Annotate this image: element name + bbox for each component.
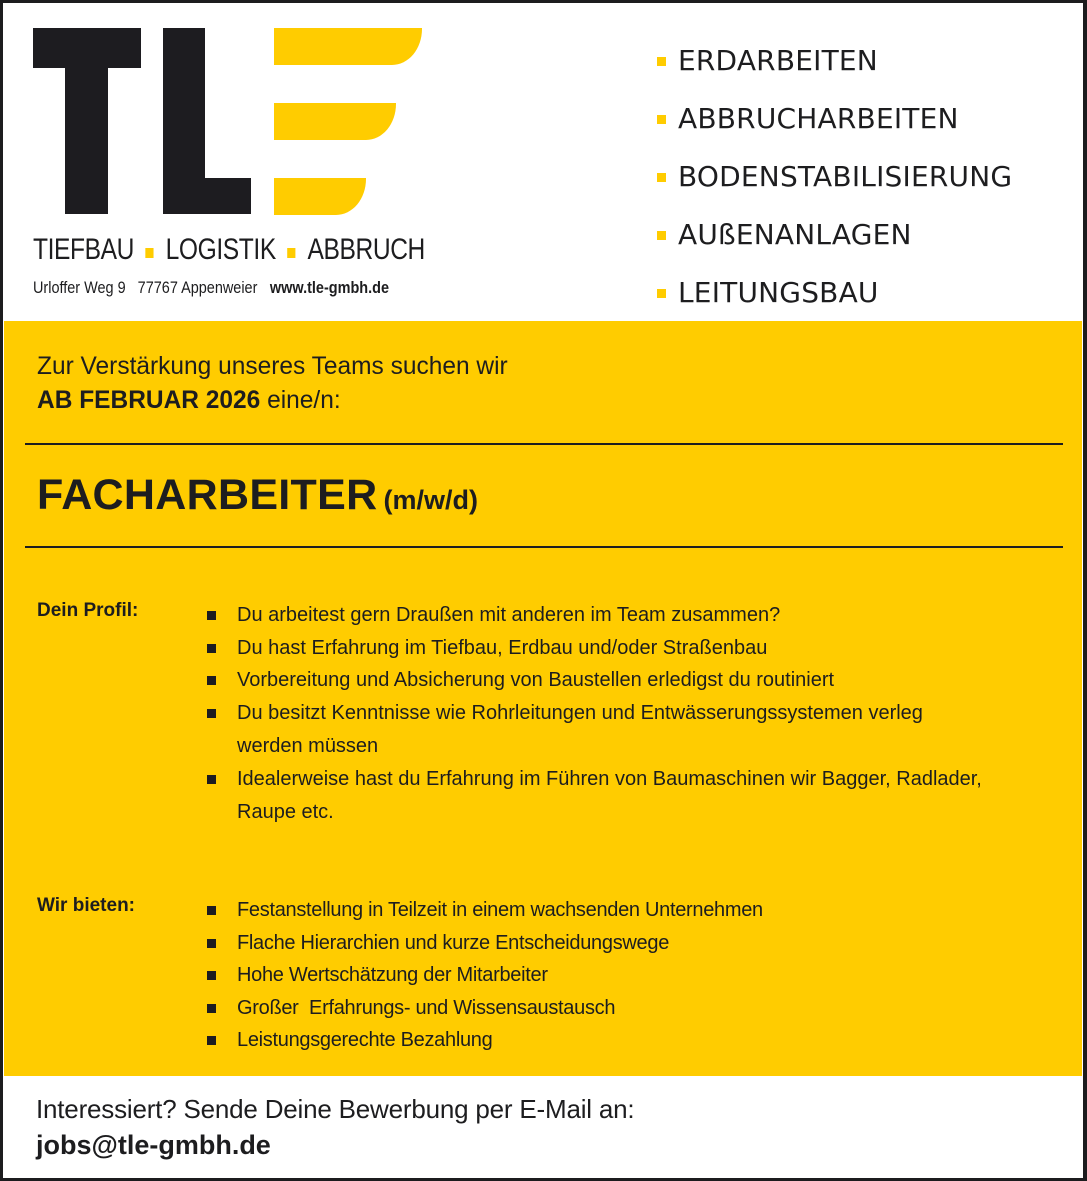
offer-item: [203, 894, 1003, 928]
service-item: [657, 31, 1012, 89]
yellow-square-icon: [657, 173, 666, 182]
logo-letter-e-bar-top: [274, 28, 422, 65]
start-date: AB FEBRUAR 2026: [37, 386, 261, 414]
profile-item: [203, 697, 993, 764]
profile-item: [203, 599, 1003, 633]
black-square-bullet-icon: [207, 1004, 216, 1013]
job-title-main: FACHARBEITER: [37, 471, 378, 519]
black-square-bullet-icon: [207, 939, 216, 948]
profile-item: [203, 664, 1003, 698]
black-square-bullet-icon: [207, 644, 216, 653]
black-square-bullet-icon: [207, 971, 216, 980]
divider-top: [25, 443, 1063, 445]
job-title-gender: (m/w/d): [383, 485, 478, 515]
service-label: AUßENANLAGEN: [678, 217, 912, 251]
offer-item-text: Festanstellung in Teilzeit in einem wachsenden Unternehmen: [237, 899, 763, 921]
cta-text: Interessiert? Sende Deine Bewerbung per E-Mail an:: [36, 1094, 635, 1124]
services-list: [657, 31, 1012, 321]
black-square-bullet-icon: [207, 676, 216, 685]
service-item: [657, 89, 1012, 147]
yellow-square-icon: [657, 231, 666, 240]
offer-label: Wir bieten:: [37, 895, 135, 916]
offer-list: [203, 895, 1003, 1058]
job-details-panel: [4, 321, 1082, 1076]
tagline-logistik: LOGISTIK: [165, 233, 276, 266]
service-item: [657, 205, 1012, 263]
job-ad: [3, 3, 1083, 1178]
offer-item: [203, 1024, 1003, 1058]
black-square-bullet-icon: [207, 906, 216, 915]
offer-item: [203, 959, 1003, 993]
yellow-square-icon: [657, 289, 666, 298]
profile-list: [203, 600, 1003, 830]
intro-line-1: Zur Verstärkung unseres Teams suchen wir: [37, 352, 508, 380]
service-label: LEITUNGSBAU: [678, 275, 879, 309]
divider-bottom: [25, 546, 1063, 548]
profile-item-text: Vorbereitung und Absicherung von Baustellen erledigst du routiniert: [237, 669, 835, 691]
profile-item: [203, 632, 1003, 666]
logo-letter-t-stem: [65, 28, 108, 214]
application-cta: [36, 1091, 634, 1163]
intro-text: [37, 349, 508, 417]
yellow-square-icon: [146, 248, 154, 258]
job-title: [37, 471, 478, 520]
email-link[interactable]: jobs@tle-gmbh.de: [36, 1130, 271, 1160]
offer-item: [203, 927, 1003, 961]
website-link[interactable]: www.tle-gmbh.de: [269, 278, 389, 297]
service-label: BODENSTABILISIERUNG: [678, 159, 1013, 193]
company-address: [33, 278, 389, 298]
tagline-tiefbau: TIEFBAU: [33, 233, 135, 266]
yellow-square-icon: [657, 57, 666, 66]
intro-line-2: [37, 383, 508, 417]
service-label: ABBRUCHARBEITEN: [678, 101, 959, 135]
profile-item-text: Du arbeitest gern Draußen mit anderen im Team zusammen?: [237, 604, 781, 626]
logo-letter-e-bar-bottom: [274, 178, 366, 215]
black-square-bullet-icon: [207, 709, 216, 718]
offer-item-text: Großer Erfahrungs- und Wissensaustausch: [237, 996, 616, 1019]
profile-item-text: Du besitzt Kenntnisse wie Rohrleitungen und Entwässerungssystemen verleg werden müssen: [237, 701, 923, 757]
profile-item: [203, 763, 1013, 830]
service-item: [657, 147, 1012, 205]
black-square-bullet-icon: [207, 611, 216, 620]
street-address: Urloffer Weg 9 77767 Appenweier: [33, 278, 258, 297]
offer-item-text: Hohe Wertschätzung der Mitarbeiter: [237, 964, 548, 986]
profile-item-text: Du hast Erfahrung im Tiefbau, Erdbau und/oder Straßenbau: [237, 636, 768, 659]
yellow-square-icon: [288, 248, 296, 258]
service-item: [657, 263, 1012, 321]
black-square-bullet-icon: [207, 775, 216, 784]
intro-line-2-rest: eine/n:: [260, 386, 341, 414]
offer-item: [203, 992, 1003, 1026]
logo-letter-e-bar-middle: [274, 103, 396, 140]
logo-letter-l-foot: [163, 178, 251, 214]
tagline-abbruch: ABBRUCH: [307, 233, 425, 266]
offer-item-text: Leistungsgerechte Bezahlung: [237, 1029, 493, 1051]
offer-item-text: Flache Hierarchien und kurze Entscheidungswege: [237, 931, 670, 954]
profile-item-text: Idealerweise hast du Erfahrung im Führen von Baumaschinen wir Bagger, Radlader, Raupe etc.: [237, 767, 982, 823]
yellow-square-icon: [657, 115, 666, 124]
black-square-bullet-icon: [207, 1036, 216, 1045]
profile-label: Dein Profil:: [37, 600, 139, 621]
company-tagline: [33, 233, 425, 267]
service-label: ERDARBEITEN: [678, 43, 878, 77]
